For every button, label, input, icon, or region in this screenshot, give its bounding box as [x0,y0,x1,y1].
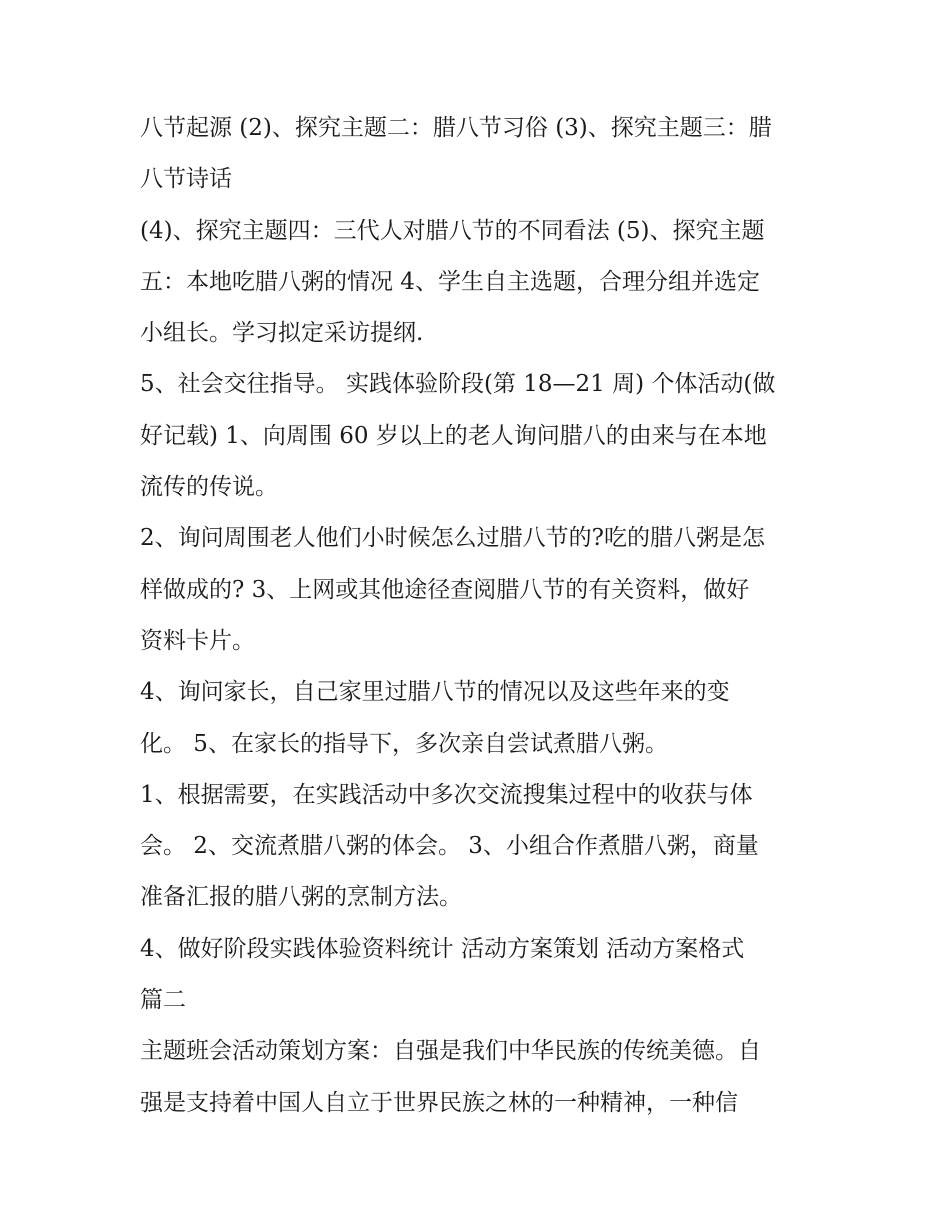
text-line: 强是支持着中国人自立于世界民族之林的一种精神，一种信 [140,1089,738,1116]
text-line: 流传的传说。 [140,474,278,501]
text-line: 小组长。学习拟定采访提纲. [140,320,424,347]
text-line: 2、询问周围老人他们小时候怎么过腊八节的?吃的腊八粥是怎 [140,525,765,552]
text-line: (4)、探究主题四：三代人对腊八节的不同看法 (5)、探究主题 [140,217,765,244]
text-line: 化。 5、在家长的指导下，多次亲自尝试煮腊八粥。 [140,730,668,757]
text-line: 1、根据需要，在实践活动中多次交流搜集过程中的收获与体 [140,781,753,808]
document-body [140,103,820,1129]
text-line: 4、询问家长，自己家里过腊八节的情况以及这些年来的变 [140,679,730,706]
text-line: 会。 2、交流煮腊八粥的体会。 3、小组合作煮腊八粥，商量 [140,833,759,860]
text-line: 八节起源 (2)、探究主题二：腊八节习俗 (3)、探究主题三：腊 [140,115,772,141]
text-line: 主题班会活动策划方案：自强是我们中华民族的传统美德。自 [140,1038,761,1065]
text-line: 五：本地吃腊八粥的情况 4、学生自主选题，合理分组并选定 [140,268,760,295]
text-line: 5、社会交往指导。 实践体验阶段(第 18—21 周) 个体活动(做 [140,371,776,398]
text-line: 样做成的? 3、上网或其他途径查阅腊八节的有关资料，做好 [140,576,750,603]
text-line: 资料卡片。 [140,627,255,654]
text-line: 八节诗话 [140,166,232,193]
text-line: 准备汇报的腊八粥的烹制方法。 [140,884,462,911]
text-line: 好记载) 1、向周围 60 岁以上的老人询问腊八的由来与在本地 [140,422,767,449]
text-line: 篇二 [140,987,186,1014]
text-line: 4、做好阶段实践体验资料统计 活动方案策划 活动方案格式 [140,935,745,962]
